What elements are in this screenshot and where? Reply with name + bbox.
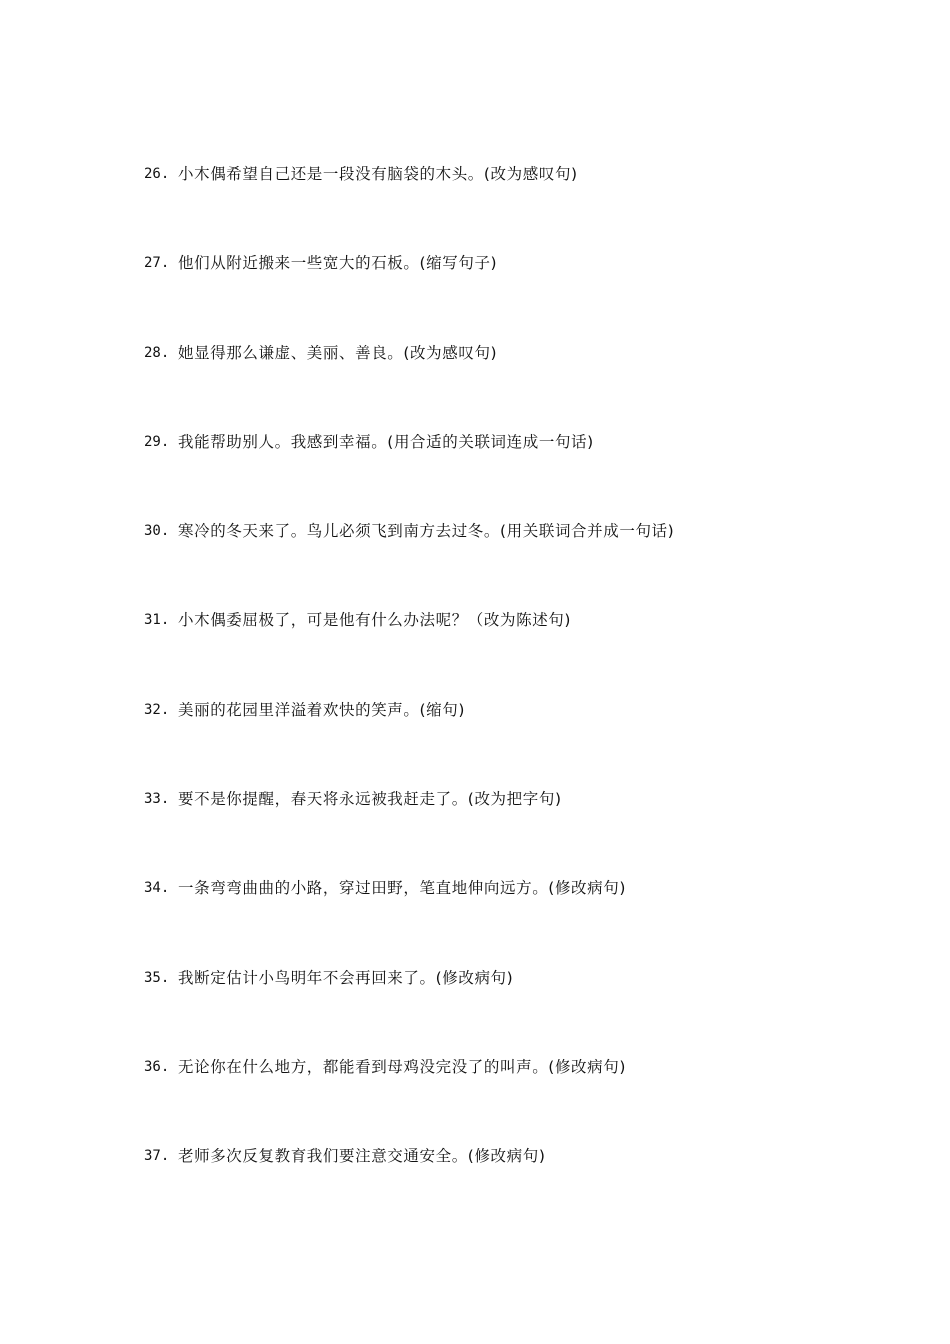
question-text: 寒冷的冬天来了。鸟儿必须飞到南方去过冬。(用关联词合并成一句话) [178, 522, 675, 541]
question-item [144, 1055, 904, 1144]
question-number: 36. [144, 1058, 170, 1075]
question-item [144, 876, 904, 965]
question-text: 美丽的花园里洋溢着欢快的笑声。(缩句) [178, 700, 465, 719]
question-list [144, 162, 904, 1234]
question-item [144, 162, 904, 251]
question-number: 35. [144, 969, 170, 986]
question-number: 32. [144, 701, 170, 718]
question-item [144, 966, 904, 1055]
question-item [144, 430, 904, 519]
question-item [144, 698, 904, 787]
question-text: 我能帮助别人。我感到幸福。(用合适的关联词连成一句话) [178, 432, 594, 451]
question-number: 27. [144, 255, 170, 272]
question-item [144, 1144, 904, 1233]
question-number: 34. [144, 880, 170, 897]
question-number: 28. [144, 344, 170, 361]
question-text: 无论你在什么地方，都能看到母鸡没完没了的叫声。(修改病句) [178, 1057, 626, 1076]
question-text: 要不是你提醒，春天将永远被我赶走了。(改为把字句) [178, 790, 562, 809]
question-item [144, 608, 904, 697]
question-item [144, 251, 904, 340]
question-number: 31. [144, 612, 170, 629]
question-text: 小木偶希望自己还是一段没有脑袋的木头。(改为感叹句) [178, 165, 578, 183]
question-number: 37. [144, 1148, 170, 1165]
question-item [144, 519, 904, 608]
question-text: 他们从附近搬来一些宽大的石板。(缩写句子) [178, 254, 498, 273]
question-item [144, 341, 904, 430]
question-item [144, 787, 904, 876]
question-text: 小木偶委屈极了，可是他有什么办法呢？（改为陈述句) [178, 611, 572, 630]
question-number: 30. [144, 523, 170, 540]
question-number: 33. [144, 791, 170, 808]
question-number: 29. [144, 433, 170, 450]
question-text: 一条弯弯曲曲的小路，穿过田野，笔直地伸向远方。(修改病句) [178, 879, 626, 898]
question-text: 她显得那么谦虚、美丽、善良。(改为感叹句) [178, 343, 498, 362]
question-number: 26. [144, 166, 170, 182]
question-text: 我断定估计小鸟明年不会再回来了。(修改病句) [178, 968, 514, 987]
question-text: 老师多次反复教育我们要注意交通安全。(修改病句) [178, 1147, 546, 1166]
